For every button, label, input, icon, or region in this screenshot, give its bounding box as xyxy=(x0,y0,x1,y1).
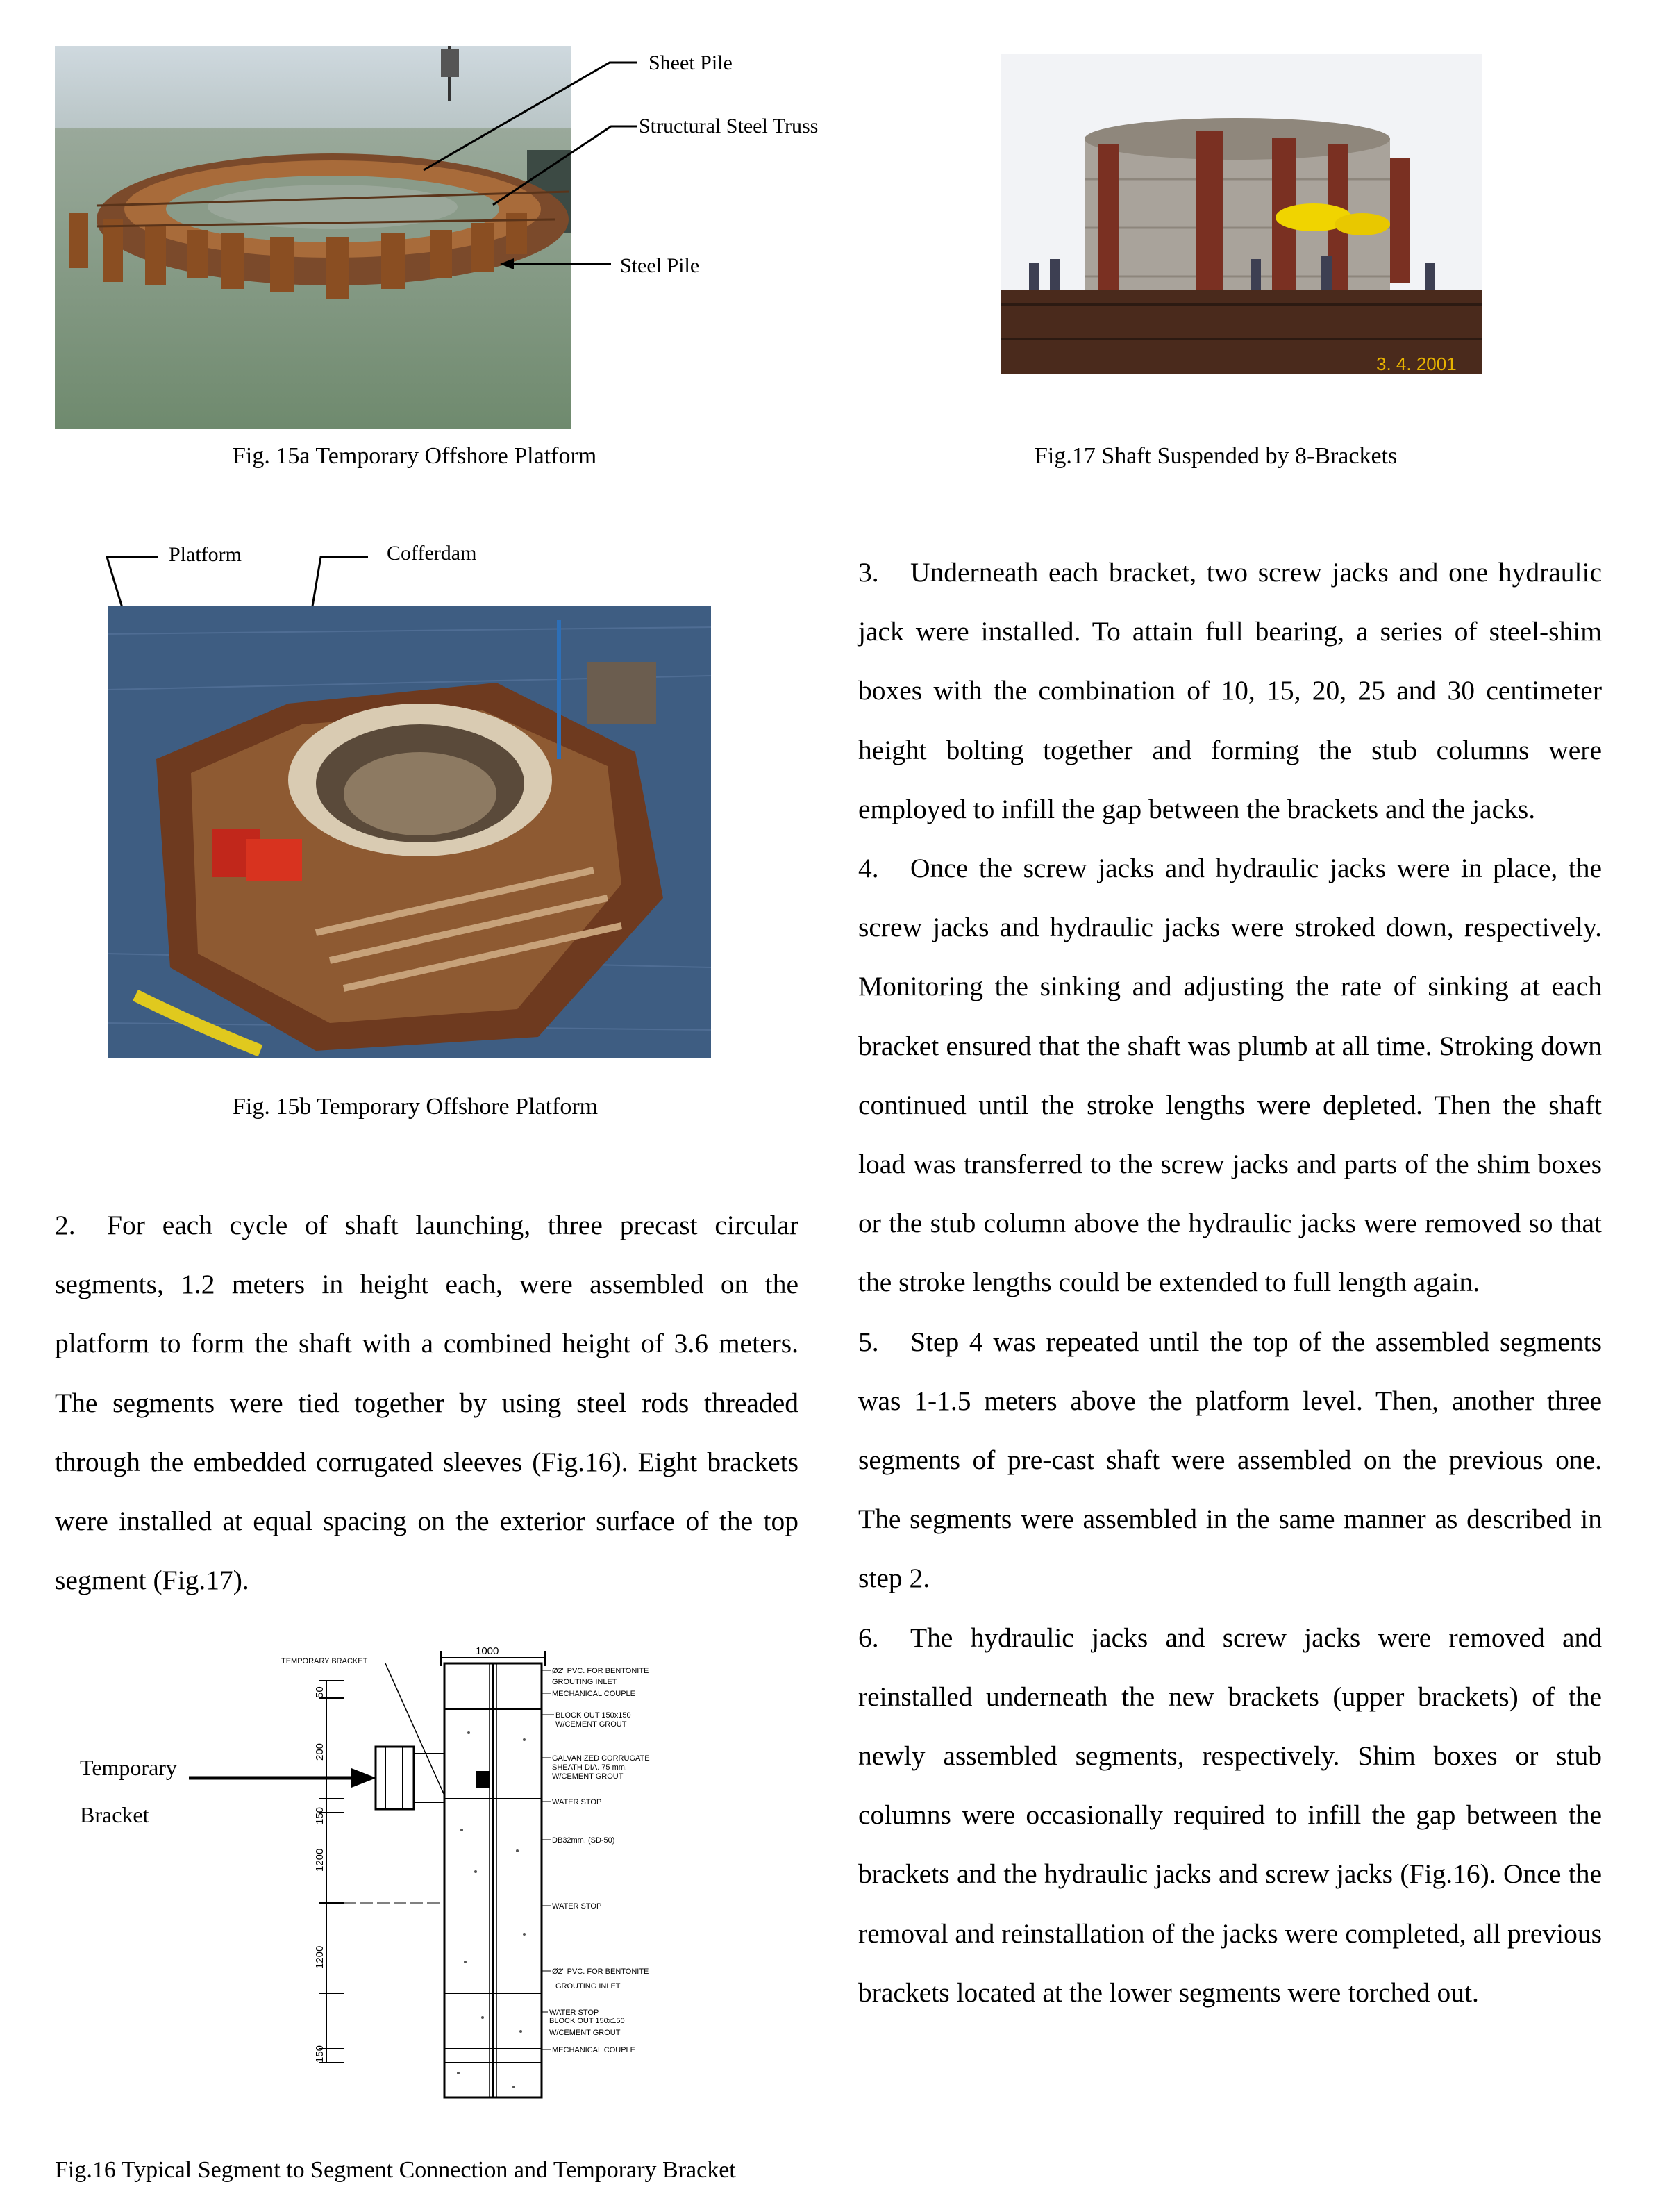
fig16-note-2: GROUTING INLET xyxy=(552,1678,617,1686)
paragraph-6-text: The hydraulic jacks and screw jacks were removed and reinstalled underneath the new brackets (upper brackets) of the newly assembled segments, respectively. Shim boxes or stub columns were occasionally required to infill the gap between the brackets and the hydraulic jacks and screw jacks (Fig.16). Once the removal and reinstallation of the jacks were completed, all previous brackets located at the lower segments were torched out. xyxy=(858,1622,1602,2008)
fig16-note-11: WATER STOP xyxy=(552,1902,602,1911)
fig16-note-9: WATER STOP xyxy=(552,1798,602,1806)
fig16-side-label-line2: Bracket xyxy=(80,1802,149,1827)
fig16-note-16: W/CEMENT GROUT xyxy=(549,2029,621,2037)
fig17-caption: Fig.17 Shaft Suspended by 8-Brackets xyxy=(1035,443,1398,469)
paragraph-6 xyxy=(858,1608,1602,2022)
fig16-temp-bracket-note: TEMPORARY BRACKET xyxy=(281,1657,368,1665)
fig16-note-10: DB32mm. (SD-50) xyxy=(552,1836,615,1845)
fig15a-caption: Fig. 15a Temporary Offshore Platform xyxy=(233,443,597,469)
fig16-note-15: BLOCK OUT 150x150 xyxy=(549,2017,625,2025)
paragraph-2-number: 2. xyxy=(55,1210,76,1240)
paragraph-2-text: For each cycle of shaft launching, three precast circular segments, 1.2 meters in height each, were assembled on the platform to form the shaft with a combined height of 3.6 meters. The segments were tied together by using steel rods threaded through the embedded corrugated sleeves (Fig.16). Eight brackets were installed at equal spacing on the exterior surface of the top segment (Fig.17). xyxy=(55,1210,798,1596)
fig16-dim-1200b: 1200 xyxy=(314,1945,326,1969)
fig16-dim-top: 1000 xyxy=(476,1645,499,1657)
fig15b-label-platform: Platform xyxy=(169,543,242,566)
paragraph-3 xyxy=(858,543,1602,839)
fig16-note-12: Ø2" PVC. FOR BENTONITE xyxy=(552,1968,649,1976)
fig16-drawing xyxy=(274,1643,726,2101)
fig16-note-17: MECHANICAL COUPLE xyxy=(552,2046,636,2054)
fig16-note-7: SHEATH DIA. 75 mm. xyxy=(552,1763,627,1772)
fig16-caption: Fig.16 Typical Segment to Segment Connection and Temporary Bracket xyxy=(55,2157,736,2183)
fig15a-label-steel-pile: Steel Pile xyxy=(620,254,700,277)
fig17-photo-date: 3. 4. 2001 xyxy=(1376,354,1457,374)
fig16-dim-1200a: 1200 xyxy=(314,1848,326,1872)
fig16-dim-150b: 150 xyxy=(314,2045,326,2063)
fig15b-photo xyxy=(108,606,711,1058)
fig16-note-1: Ø2" PVC. FOR BENTONITE xyxy=(552,1667,649,1675)
fig15a-label-sheet-pile: Sheet Pile xyxy=(649,51,733,74)
fig15a-leader-lines xyxy=(389,49,653,278)
fig16-note-6: GALVANIZED CORRUGATE xyxy=(552,1754,650,1763)
fig16-note-5: W/CEMENT GROUT xyxy=(555,1720,627,1729)
fig16-note-3: MECHANICAL COUPLE xyxy=(552,1690,636,1698)
paragraph-6-number: 6. xyxy=(858,1622,879,1653)
paragraph-2 xyxy=(55,1196,798,1610)
paragraph-4-text: Once the screw jacks and hydraulic jacks were in place, the screw jacks and hydraulic jacks were stroked down, respectively. Monitoring the sinking and adjusting the rate of sinking at each bracket ensured that the shaft was plumb at all time. Stroking down continued until the stroke lengths were depleted. Then the shaft load was transferred to the screw jacks and parts of the shim boxes or the stub column above the hydraulic jacks were removed so that the stroke lengths could be extended to full length again. xyxy=(858,853,1602,1298)
fig16-note-8: W/CEMENT GROUT xyxy=(552,1772,624,1781)
paragraph-3-text: Underneath each bracket, two screw jacks and one hydraulic jack were installed. To attain full bearing, a series of steel-shim boxes with the combination of 10, 15, 20, 25 and 30 centimeter height bolting together and forming the stub columns were employed to infill the gap between the brackets and the jacks. xyxy=(858,557,1602,824)
paragraph-5-text: Step 4 was repeated until the top of the assembled segments was 1-1.5 meters above the platform level. Then, another three segments of pre-cast shaft were assembled on the previous one. The segments were assembled in the same manner as described in step 2. xyxy=(858,1326,1602,1594)
paragraph-5-number: 5. xyxy=(858,1326,879,1357)
fig16-side-label-line1: Temporary xyxy=(80,1755,177,1780)
fig16-note-13: GROUTING INLET xyxy=(555,1982,621,1990)
paragraph-4-number: 4. xyxy=(858,853,879,884)
fig16-note-4: BLOCK OUT 150x150 xyxy=(555,1711,631,1720)
paragraph-5 xyxy=(858,1313,1602,1608)
fig16-dim-200: 200 xyxy=(314,1743,326,1761)
paragraph-3-number: 3. xyxy=(858,557,879,588)
fig17-photo xyxy=(1001,54,1482,374)
right-column-text xyxy=(858,543,1602,2022)
fig15a-label-structural-steel-truss: Structural Steel Truss xyxy=(639,115,819,138)
fig16-dim-50: 50 xyxy=(314,1686,326,1698)
fig16-dim-150: 150 xyxy=(314,1806,326,1824)
fig15b-label-cofferdam: Cofferdam xyxy=(387,542,477,565)
paragraph-4 xyxy=(858,839,1602,1313)
fig15b-caption: Fig. 15b Temporary Offshore Platform xyxy=(233,1094,599,1120)
fig16-note-14: WATER STOP xyxy=(549,2009,599,2017)
